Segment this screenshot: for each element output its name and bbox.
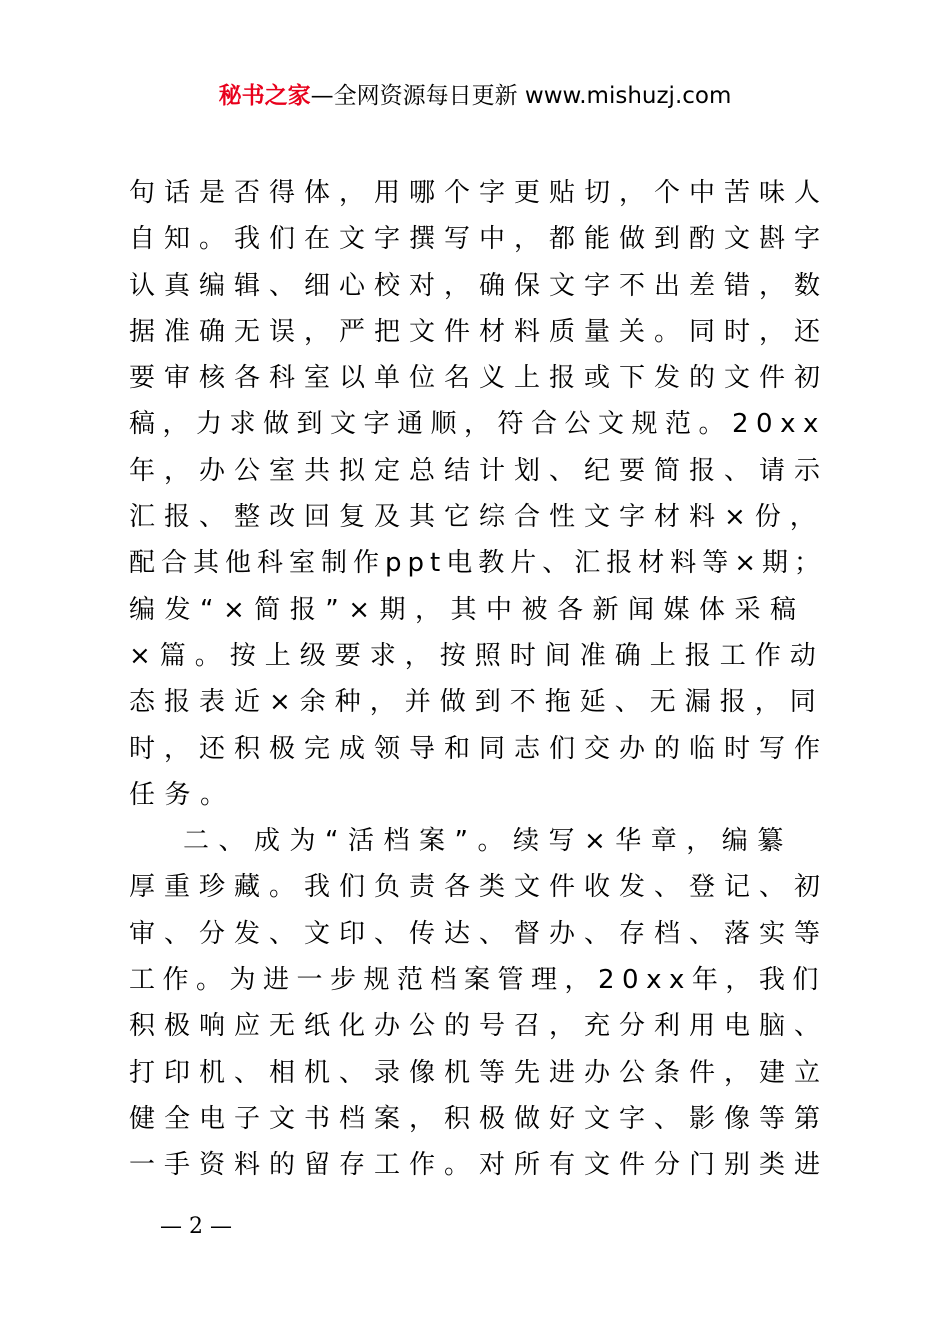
text-line: 健全电子文书档案，积极做好文字、影像等第 — [129, 1103, 830, 1134]
text-line: 汇报、整改回复及其它综合性文字材料×份， — [129, 502, 825, 533]
text-line: 态报表近×余种，并做到不拖延、无漏报，同 — [129, 687, 825, 718]
text-line: 任务。 — [129, 779, 236, 810]
text-line: 一手资料的留存工作。对所有文件分门别类进 — [129, 1150, 830, 1181]
text-line: 认真编辑、细心校对，确保文字不出差错，数 — [129, 270, 830, 301]
page-number: — 2 — — [160, 1214, 232, 1239]
text-line: 自知。我们在文字撰写中，都能做到酌文斟字 — [129, 224, 830, 255]
text-line: 年，办公室共拟定总结计划、纪要简报、请示 — [129, 455, 830, 486]
text-line: ×篇。按上级要求，按照时间准确上报工作动 — [129, 640, 825, 671]
text-line: 时，还积极完成领导和同志们交办的临时写作 — [129, 733, 830, 764]
text-line: 打印机、相机、录像机等先进办公条件，建立 — [129, 1057, 830, 1088]
page-header — [0, 80, 950, 112]
paragraph-start-line: 二、成为“活档案”。续写×华章，编纂 — [183, 826, 793, 857]
text-line: 积极响应无纸化办公的号召，充分利用电脑、 — [129, 1011, 830, 1042]
text-line: 要审核各科室以单位名义上报或下发的文件初 — [129, 363, 830, 394]
document-body — [129, 170, 829, 1189]
site-tagline: —全网资源每日更新 www.mishuzj.com — [310, 83, 732, 109]
site-brand: 秘书之家 — [218, 83, 311, 109]
text-line: 编发“×简报”×期，其中被各新闻媒体采稿 — [129, 594, 806, 625]
text-line: 工作。为进一步规范档案管理，20xx年，我们 — [129, 965, 826, 996]
text-line: 据准确无误，严把文件材料质量关。同时，还 — [129, 316, 830, 347]
text-line: 厚重珍藏。我们负责各类文件收发、登记、初 — [129, 872, 830, 903]
text-line: 句话是否得体，用哪个字更贴切，个中苦味人 — [129, 178, 830, 208]
text-line: 审、分发、文印、传达、督办、存档、落实等 — [129, 918, 830, 949]
text-line: 稿，力求做到文字通顺，符合公文规范。20xx — [129, 409, 826, 440]
text-line: 配合其他科室制作ppt电教片、汇报材料等×期； — [129, 548, 826, 579]
